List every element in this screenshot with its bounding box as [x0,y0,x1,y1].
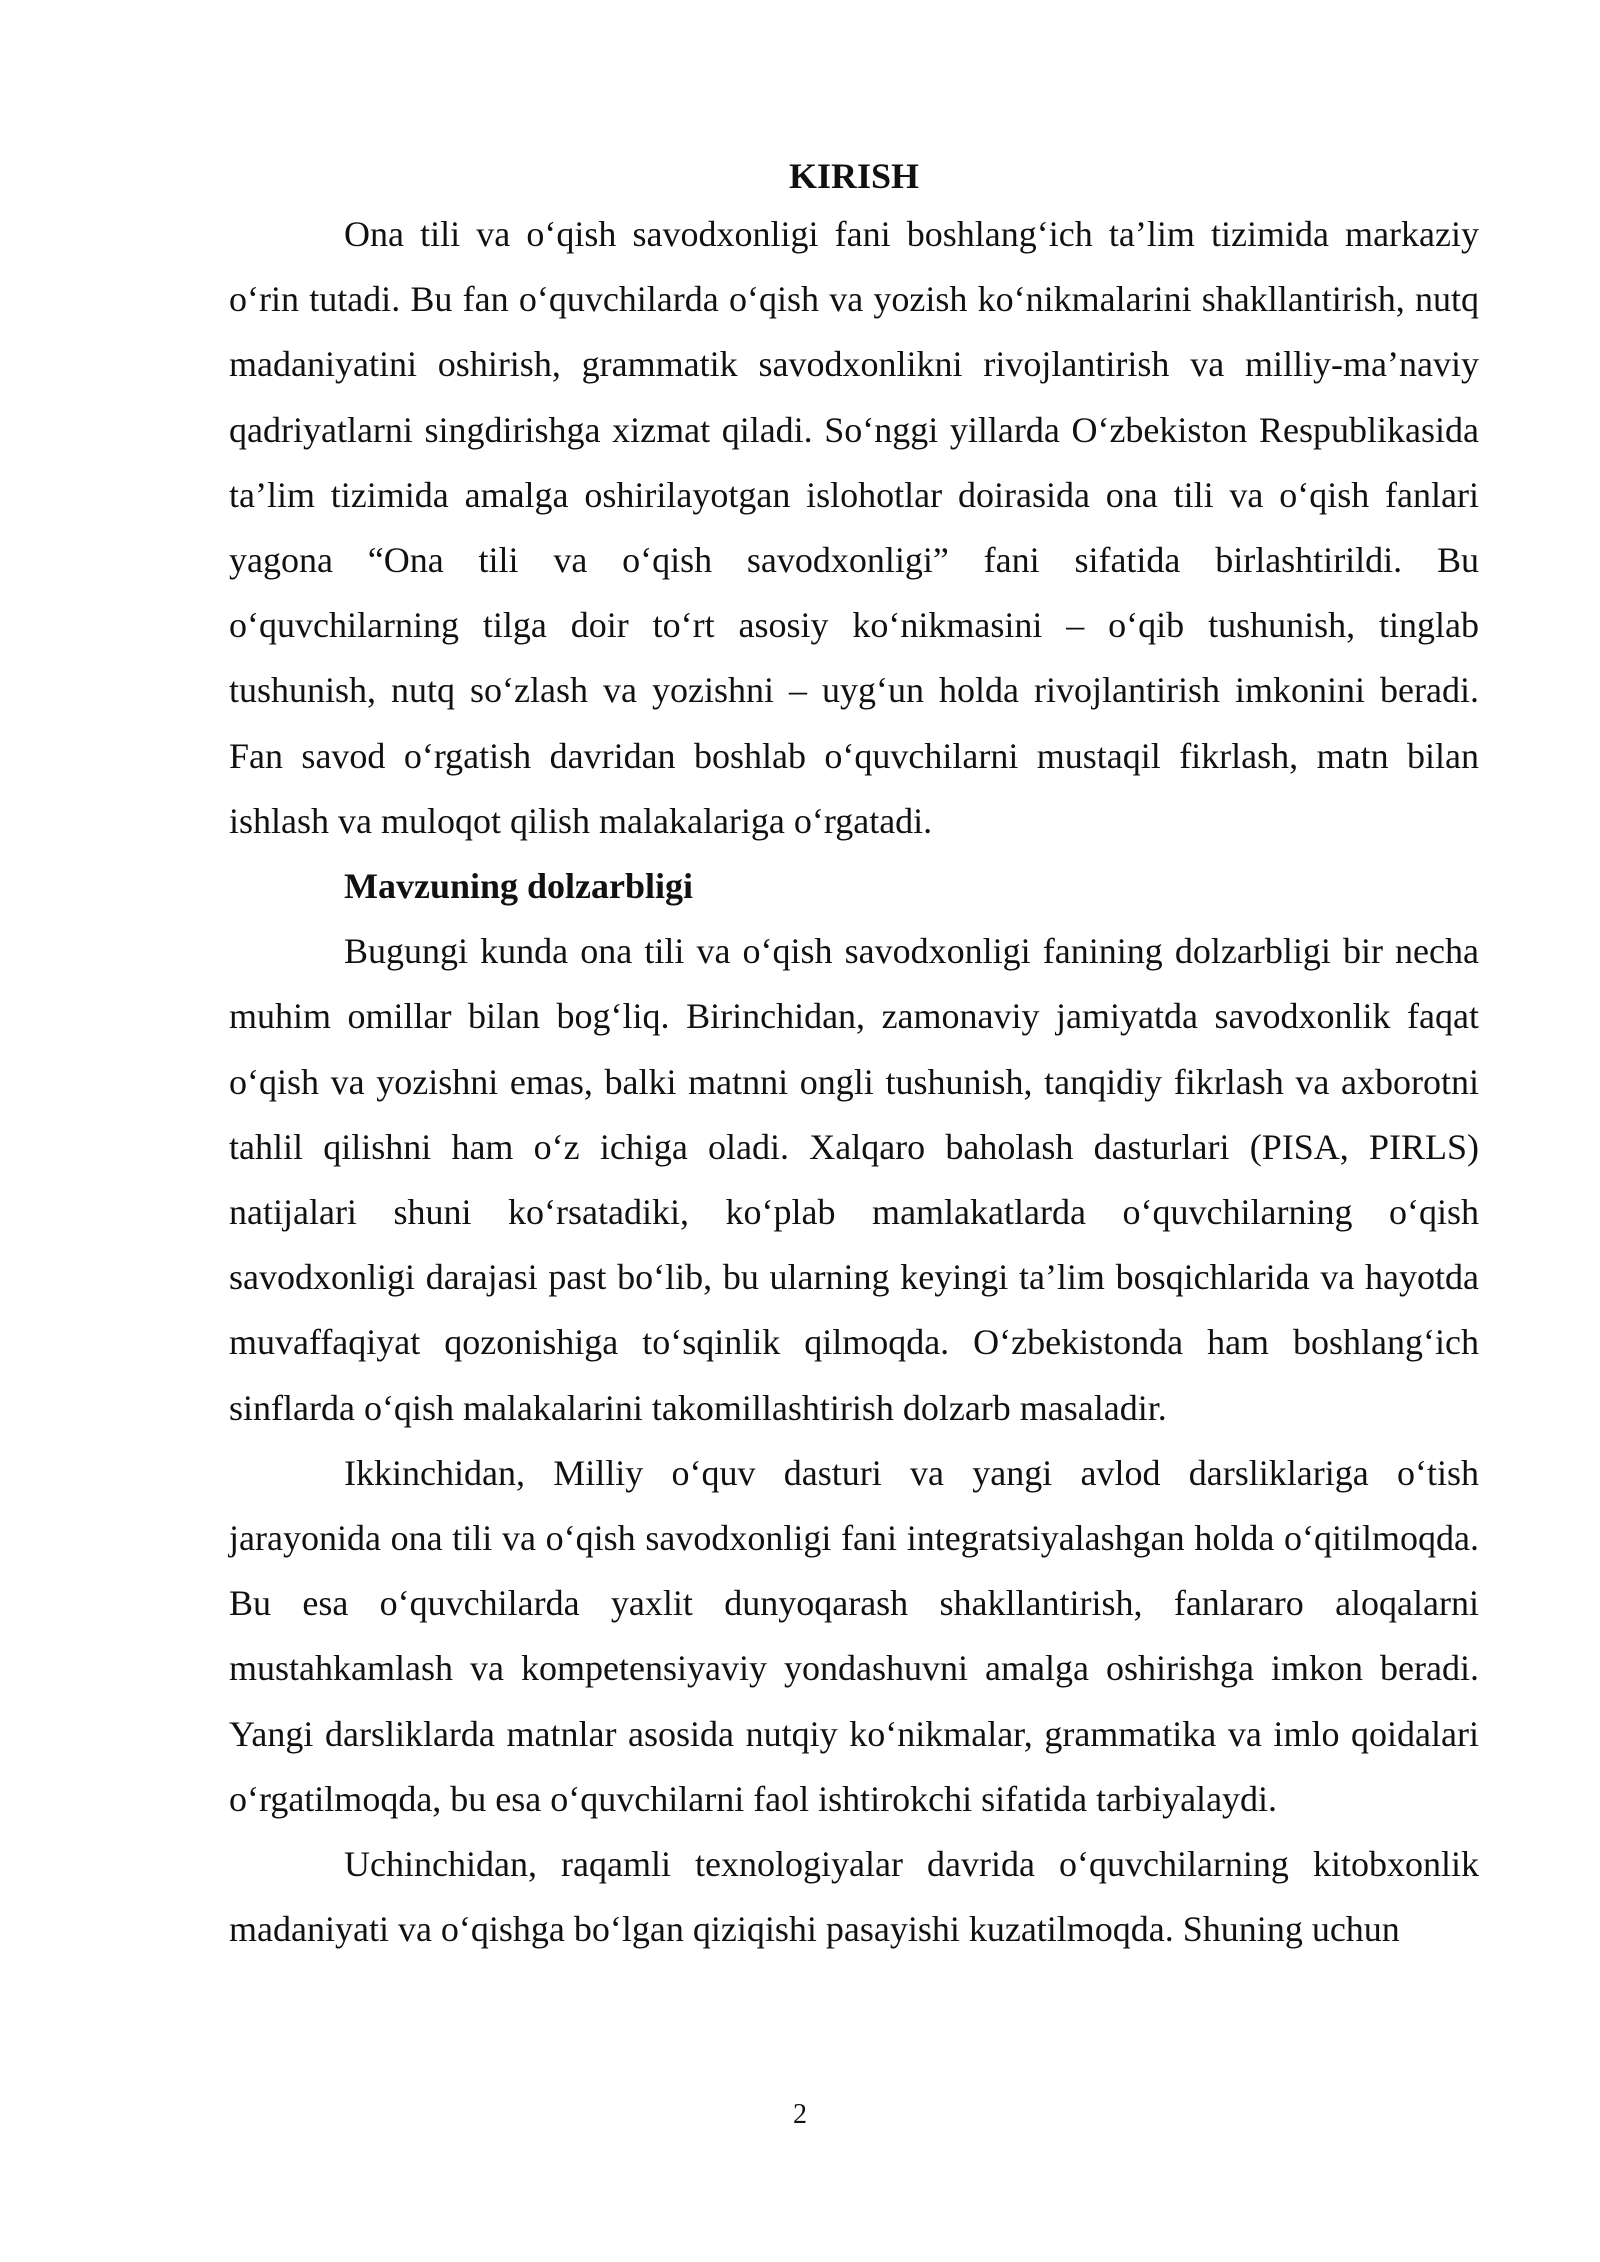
document-page [229,150,1479,1962]
section-paragraph-3: Uchinchidan, raqamli texnologiyalar davrida o‘quvchilarning kitobxonlik madaniyati va o‘qishga bo‘lgan qiziqishi pasayishi kuzatilmoqda. Shuning uchun [229,1844,1479,1950]
section-paragraph-2: Ikkinchidan, Milliy o‘quv dasturi va yangi avlod darsliklariga o‘tish jarayonida ona tili va o‘qish savodxonligi fani integratsiyalashgan holda o‘qitilmoqda. Bu esa o‘quvchilarda yaxlit dunyoqarash shakllantirish, fanlararo aloqalarni mustahkamlash va kompetensiyaviy yondashuvni amalga oshirishga imkon beradi. Yangi darsliklarda matnlar asosida nutqiy ko‘nikmalar, grammatika va imlo qoidalari o‘rgatilmoqda, bu esa o‘quvchilarni faol ishtirokchi sifatida tarbiyalaydi. [229,1452,1479,1819]
section-heading: Mavzuning dolzarbligi [344,866,694,907]
page-number: 2 [793,2099,807,2130]
intro-paragraph: Ona tili va o‘qish savodxonligi fani boshlang‘ich ta’lim tizimida markaziy o‘rin tutadi. Bu fan o‘quvchilarda o‘qish va yozish ko‘nikmalarini shakllantirish, nutq madaniyatini oshirish, grammatik savodxonlikni rivojlantirish va milliy-ma’naviy qadriyatlarni singdirishga xizmat qiladi. So‘nggi yillarda O‘zbekiston Respublikasida ta’lim tizimida amalga oshirilayotgan islohotlar doirasida ona tili va o‘qish fanlari yagona “Ona tili va o‘qish savodxonligi” fani sifatida birlashtirildi. Bu o‘quvchilarning tilga doir to‘rt asosiy ko‘nikmasini – o‘qib tushunish, tinglab tushunish, nutq so‘zlash va yozishni – uyg‘un holda rivojlantirish imkonini beradi. Fan savod o‘rgatish davridan boshlab o‘quvchilarni mustaqil fikrlash, matn bilan ishlash va muloqot qilish malakalariga o‘rgatadi. [229,214,1479,841]
page-title: KIRISH [788,156,920,196]
section-paragraph-1: Bugungi kunda ona tili va o‘qish savodxonligi fanining dolzarbligi bir necha muhim omillar bilan bog‘liq. Birinchidan, zamonaviy jamiyatda savodxonlik faqat o‘qish va yozishni emas, balki matnni ongli tushunish, tanqidiy fikrlash va axborotni tahlil qilishni ham o‘z ichiga oladi. Xalqaro baholash dasturlari (PISA, PIRLS) natijalari shuni ko‘rsatadiki, ko‘plab mamlakatlarda o‘quvchilarning o‘qish savodxonligi darajasi past bo‘lib, bu ularning keyingi ta’lim bosqichlarida va hayotda muvaffaqiyat qozonishiga to‘sqinlik qilmoqda. O‘zbekistonda ham boshlang‘ich sinflarda o‘qish malakalarini takomillashtirish dolzarb masaladir. [229,931,1479,1428]
